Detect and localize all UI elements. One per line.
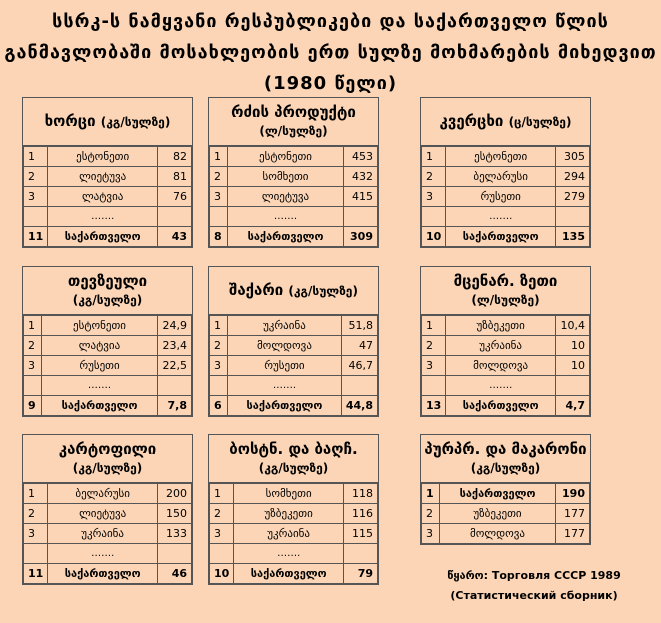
- value-cell: 415: [344, 187, 378, 207]
- republic-cell: საქართველო: [48, 227, 158, 247]
- value-cell: 79: [344, 564, 378, 584]
- rank-cell: 1: [422, 484, 440, 504]
- card-header: [209, 435, 378, 483]
- ellipsis-cell: …….: [48, 207, 158, 227]
- page-title: [0, 6, 661, 99]
- republic-cell: უკრაინა: [234, 524, 344, 544]
- republic-cell: სომხეთი: [234, 484, 344, 504]
- ellipsis-cell: …….: [446, 376, 556, 396]
- republic-cell: სომხეთი: [228, 167, 344, 187]
- table-row: [24, 356, 192, 376]
- rank-cell: 6: [210, 396, 228, 416]
- georgia-row: [24, 227, 192, 247]
- value-cell: 81: [158, 167, 192, 187]
- rank-cell: 1: [210, 484, 234, 504]
- republic-cell: რუსეთი: [228, 356, 342, 376]
- georgia-row: [210, 227, 378, 247]
- title-line-1: სსრკ-ს ნამყვანი რესპუბლიკები და საქართველო წლის: [52, 11, 609, 32]
- republic-cell: უკრაინა: [446, 336, 556, 356]
- table-row: [422, 316, 590, 336]
- card-title: თევზეული: [67, 271, 148, 290]
- georgia-row: [24, 396, 192, 416]
- value-cell: 116: [344, 504, 378, 524]
- ellipsis-row: [24, 544, 192, 564]
- value-cell: 432: [344, 167, 378, 187]
- republic-cell: რუსეთი: [446, 187, 556, 207]
- card-bread-pasta: [420, 434, 591, 545]
- republic-cell: საქართველო: [234, 564, 344, 584]
- table-row: [210, 524, 378, 544]
- table-row: [24, 524, 192, 544]
- ranking-table: [23, 146, 192, 247]
- value-cell: 118: [344, 484, 378, 504]
- value-cell: 10,4: [556, 316, 590, 336]
- rank-cell: 1: [24, 316, 42, 336]
- ranking-table: [421, 315, 590, 416]
- rank-cell: 1: [24, 147, 48, 167]
- value-cell: 7,8: [158, 396, 192, 416]
- republic-cell: ბელარუსი: [48, 484, 158, 504]
- value-cell: 51,8: [341, 316, 377, 336]
- republic-cell: ესტონეთი: [228, 147, 344, 167]
- card-header: [23, 267, 192, 315]
- rank-cell: 10: [422, 227, 446, 247]
- georgia-row: [422, 227, 590, 247]
- card-header: [209, 98, 378, 146]
- value-cell: 10: [556, 356, 590, 376]
- ellipsis-row: [422, 376, 590, 396]
- title-line-3: (1980 წელი): [263, 73, 398, 94]
- table-row: [422, 187, 590, 207]
- ellipsis-row: [210, 376, 378, 396]
- card-unit: (კგ/სულზე): [470, 460, 541, 475]
- table-row: [422, 336, 590, 356]
- value-cell: 115: [344, 524, 378, 544]
- table-row: [24, 187, 192, 207]
- title-line-2: განმავლობაში მოსახლეობის ერთ სულზე მოხმარების მიხედვით: [4, 42, 657, 63]
- rank-cell: 3: [24, 187, 48, 207]
- card-vegetables-melons: [208, 434, 379, 585]
- value-cell: 305: [556, 147, 590, 167]
- rank-cell: 11: [24, 564, 48, 584]
- rank-cell: 2: [422, 167, 446, 187]
- card-unit: (კგ/სულზე): [288, 283, 358, 298]
- card-title: კარტოფილი: [58, 439, 157, 458]
- card-header: [23, 435, 192, 483]
- rank-cell: 1: [422, 147, 446, 167]
- republic-cell: საქართველო: [42, 396, 158, 416]
- card-unit: (ლ/სულზე): [471, 292, 540, 307]
- ellipsis-row: [24, 376, 192, 396]
- value-cell: 76: [158, 187, 192, 207]
- georgia-row: [24, 564, 192, 584]
- card-header: [421, 98, 590, 146]
- source-note: [424, 566, 644, 606]
- rank-cell: 3: [24, 524, 48, 544]
- republic-cell: უკრაინა: [228, 316, 342, 336]
- value-cell: 4,7: [556, 396, 590, 416]
- value-cell: 453: [344, 147, 378, 167]
- republic-cell: ლატვია: [48, 187, 158, 207]
- value-cell: 24,9: [158, 316, 192, 336]
- georgia-row: [210, 564, 378, 584]
- card-header: [421, 435, 590, 483]
- card-unit: (ც/სულზე): [508, 114, 572, 129]
- republic-cell: საქართველო: [228, 227, 344, 247]
- ellipsis-row: [210, 544, 378, 564]
- rank-cell: 3: [422, 524, 440, 544]
- republic-cell: ლიეტუვა: [228, 187, 344, 207]
- card-unit: (კგ/სულზე): [72, 292, 143, 307]
- card-meat: [22, 97, 193, 248]
- georgia-row: [210, 396, 378, 416]
- value-cell: 46,7: [341, 356, 377, 376]
- ranking-table: [209, 315, 378, 416]
- republic-cell: უზბეკეთი: [446, 316, 556, 336]
- ellipsis-row: [24, 207, 192, 227]
- value-cell: 190: [556, 484, 590, 504]
- value-cell: 135: [556, 227, 590, 247]
- table-row: [24, 336, 192, 356]
- value-cell: 177: [556, 504, 590, 524]
- ellipsis-cell: …….: [42, 376, 158, 396]
- ellipsis-cell: …….: [228, 376, 342, 396]
- card-title: რძის პროდუქტი: [231, 102, 356, 121]
- table-row: [210, 147, 378, 167]
- ranking-table: [209, 146, 378, 247]
- card-eggs: [420, 97, 591, 248]
- card-fish: [22, 266, 193, 417]
- value-cell: 150: [158, 504, 192, 524]
- table-row: [210, 336, 378, 356]
- table-row: [422, 147, 590, 167]
- table-row: [24, 167, 192, 187]
- rank-cell: 10: [210, 564, 234, 584]
- ellipsis-cell: …….: [446, 207, 556, 227]
- republic-cell: მოლდოვა: [446, 356, 556, 376]
- source-line-1: წყარო: Торговля СССР 1989: [447, 569, 621, 582]
- rank-cell: 1: [210, 316, 228, 336]
- card-sugar: [208, 266, 379, 417]
- card-header: [421, 267, 590, 315]
- rank-cell: 13: [422, 396, 446, 416]
- table-row: [210, 167, 378, 187]
- table-row: [422, 356, 590, 376]
- republic-cell: საქართველო: [440, 484, 556, 504]
- ranking-table: [209, 483, 378, 584]
- republic-cell: ესტონეთი: [42, 316, 158, 336]
- table-row: [24, 484, 192, 504]
- republic-cell: ესტონეთი: [446, 147, 556, 167]
- card-header: [209, 267, 378, 315]
- rank-cell: 3: [422, 356, 446, 376]
- republic-cell: ლიეტუვა: [48, 504, 158, 524]
- card-unit: (კგ/სულზე): [72, 460, 143, 475]
- table-row: [210, 484, 378, 504]
- value-cell: 279: [556, 187, 590, 207]
- rank-cell: 3: [210, 524, 234, 544]
- card-unit: (კგ/სულზე): [100, 114, 171, 129]
- republic-cell: საქართველო: [228, 396, 342, 416]
- republic-cell: საქართველო: [446, 396, 556, 416]
- republic-cell: ბელარუსი: [446, 167, 556, 187]
- card-title: პურპრ. და მაკარონი: [424, 439, 587, 458]
- ellipsis-row: [210, 207, 378, 227]
- card-vegetable-oil: [420, 266, 591, 417]
- value-cell: 309: [344, 227, 378, 247]
- republic-cell: უზბეკეთი: [234, 504, 344, 524]
- value-cell: 177: [556, 524, 590, 544]
- rank-cell: 2: [422, 336, 446, 356]
- value-cell: 22,5: [158, 356, 192, 376]
- republic-cell: ლატვია: [42, 336, 158, 356]
- republic-cell: მოლდოვა: [440, 524, 556, 544]
- rank-cell: 2: [210, 336, 228, 356]
- rank-cell: 2: [24, 336, 42, 356]
- value-cell: 82: [158, 147, 192, 167]
- table-row: [422, 504, 590, 524]
- rank-cell: 2: [210, 504, 234, 524]
- table-row: [422, 484, 590, 504]
- value-cell: 44,8: [341, 396, 377, 416]
- card-title: კვერცხი: [439, 111, 504, 130]
- republic-cell: უკრაინა: [48, 524, 158, 544]
- rank-cell: 2: [24, 167, 48, 187]
- card-potato: [22, 434, 193, 585]
- rank-cell: 3: [24, 356, 42, 376]
- rank-cell: 1: [210, 147, 228, 167]
- rank-cell: 1: [422, 316, 446, 336]
- card-title: ხორცი: [44, 111, 96, 130]
- republic-cell: ლიეტუვა: [48, 167, 158, 187]
- ellipsis-cell: …….: [228, 207, 344, 227]
- card-unit: (ლ/სულზე): [259, 123, 328, 138]
- value-cell: 43: [158, 227, 192, 247]
- table-row: [24, 147, 192, 167]
- ranking-table: [421, 146, 590, 247]
- value-cell: 133: [158, 524, 192, 544]
- card-title: ბოსტნ. და ბაღჩ.: [229, 439, 358, 458]
- table-row: [422, 167, 590, 187]
- value-cell: 10: [556, 336, 590, 356]
- table-row: [24, 316, 192, 336]
- card-header: [23, 98, 192, 146]
- ellipsis-row: [422, 207, 590, 227]
- rank-cell: 2: [210, 167, 228, 187]
- value-cell: 46: [158, 564, 192, 584]
- source-line-2: (Статистический сборник): [450, 589, 618, 602]
- table-row: [210, 504, 378, 524]
- ranking-table: [23, 483, 192, 584]
- rank-cell: 3: [210, 187, 228, 207]
- table-row: [210, 356, 378, 376]
- republic-cell: საქართველო: [446, 227, 556, 247]
- card-title: შაქარი: [229, 280, 284, 299]
- georgia-row: [422, 396, 590, 416]
- value-cell: 200: [158, 484, 192, 504]
- republic-cell: რუსეთი: [42, 356, 158, 376]
- rank-cell: 2: [422, 504, 440, 524]
- rank-cell: 2: [24, 504, 48, 524]
- rank-cell: 8: [210, 227, 228, 247]
- rank-cell: 11: [24, 227, 48, 247]
- republic-cell: ესტონეთი: [48, 147, 158, 167]
- table-row: [210, 187, 378, 207]
- ranking-table: [23, 315, 192, 416]
- value-cell: 23,4: [158, 336, 192, 356]
- ranking-table: [421, 483, 590, 544]
- table-row: [210, 316, 378, 336]
- table-row: [24, 504, 192, 524]
- rank-cell: 3: [422, 187, 446, 207]
- value-cell: 47: [341, 336, 377, 356]
- republic-cell: უზბეკეთი: [440, 504, 556, 524]
- card-title: მცენარ. ზეთი: [453, 271, 558, 290]
- rank-cell: 1: [24, 484, 48, 504]
- rank-cell: 3: [210, 356, 228, 376]
- card-dairy: [208, 97, 379, 248]
- value-cell: 294: [556, 167, 590, 187]
- republic-cell: მოლდოვა: [228, 336, 342, 356]
- rank-cell: 9: [24, 396, 42, 416]
- ellipsis-cell: …….: [234, 544, 344, 564]
- ellipsis-cell: …….: [48, 544, 158, 564]
- card-unit: (კგ/სულზე): [258, 460, 329, 475]
- republic-cell: საქართველო: [48, 564, 158, 584]
- table-row: [422, 524, 590, 544]
